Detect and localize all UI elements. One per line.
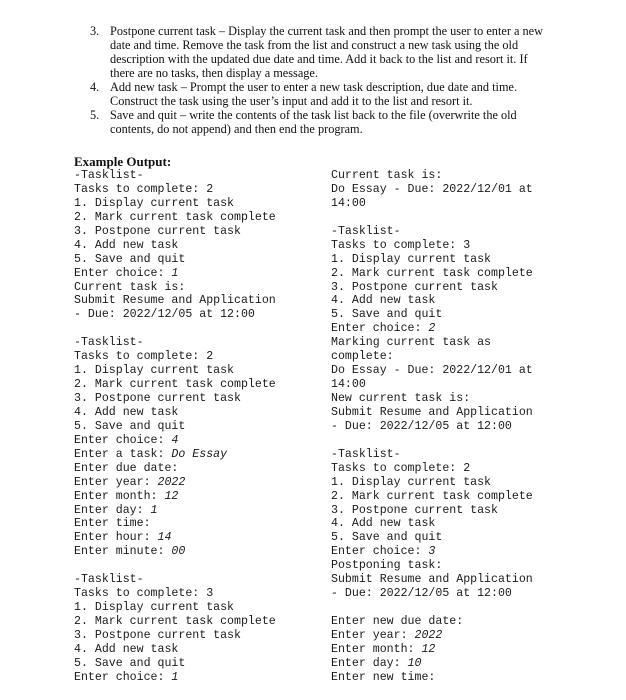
console-line-text: 3. Postpone current task <box>74 224 241 238</box>
console-line <box>74 225 276 239</box>
console-line <box>74 364 276 378</box>
console-line <box>331 183 533 197</box>
instruction-number: 4. <box>90 80 100 94</box>
console-line <box>74 378 276 392</box>
console-user-input: 00 <box>171 545 186 559</box>
console-line-text: 3. Postpone current task <box>74 392 241 405</box>
console-line <box>331 267 533 281</box>
console-line <box>74 462 276 476</box>
console-line-text: 4. Add new task <box>331 517 436 531</box>
console-user-input: Do Essay <box>171 447 228 461</box>
console-line-text: Enter choice: <box>331 322 429 336</box>
console-line <box>74 392 276 406</box>
console-line <box>331 253 533 267</box>
console-line <box>74 448 276 462</box>
console-line <box>74 643 276 657</box>
console-line <box>331 308 533 322</box>
console-line-text: Enter month: <box>331 642 422 656</box>
console-line-text: Enter due date: <box>74 461 179 475</box>
console-line <box>331 225 533 239</box>
console-line-text: -Tasklist- <box>74 169 144 182</box>
console-line <box>331 281 533 295</box>
console-output-right-column <box>331 169 533 685</box>
console-line-text: 1. Display current task <box>331 475 492 489</box>
console-line <box>331 378 533 392</box>
instruction-text-line: contents, do not append) and then end the program. <box>110 122 363 136</box>
console-line-text: 3. Postpone current task <box>74 628 241 642</box>
console-line <box>74 517 276 531</box>
console-line <box>74 476 276 490</box>
console-line-text: 1. Display current task <box>331 252 492 266</box>
console-line-text: Do Essay - Due: 2022/12/01 at <box>331 364 533 378</box>
console-line-text: - Due: 2022/12/05 at 12:00 <box>74 308 255 322</box>
console-line-text: 4. Add new task <box>74 238 179 252</box>
instruction-text-line: description with the updated due date and time. Add it back to the list and resort it. If <box>110 52 528 66</box>
console-line <box>74 322 276 336</box>
console-line <box>331 239 533 253</box>
console-line <box>74 504 276 518</box>
console-line-text: Current task is: <box>74 280 186 294</box>
console-line <box>331 336 533 350</box>
console-user-input: 4 <box>171 433 179 447</box>
console-line <box>331 420 533 434</box>
console-line <box>331 657 533 671</box>
console-line-text: 2. Mark current task complete <box>74 210 276 224</box>
console-line <box>331 517 533 531</box>
console-line-text: Enter minute: <box>74 545 172 559</box>
console-line-text: Submit Resume and Application <box>331 573 533 587</box>
console-line-text: 4. Add new task <box>74 642 179 656</box>
console-line <box>331 601 533 615</box>
console-line-text: Current task is: <box>331 169 443 182</box>
instruction-list <box>88 24 558 136</box>
console-user-input: 14 <box>157 531 172 545</box>
console-line <box>74 294 276 308</box>
console-line <box>74 239 276 253</box>
instruction-item <box>88 80 558 108</box>
console-line <box>331 504 533 518</box>
console-line <box>74 197 276 211</box>
console-line <box>74 671 276 685</box>
console-line-text: complete: <box>331 350 394 364</box>
console-line <box>74 350 276 364</box>
console-user-input: 2022 <box>157 475 186 489</box>
console-line-text: -Tasklist- <box>331 447 401 461</box>
console-line-text: 5. Save and quit <box>331 531 443 545</box>
console-user-input: 2 <box>428 322 436 336</box>
console-line-text: Enter day: <box>331 656 408 670</box>
console-line-text: 14:00 <box>331 196 366 210</box>
console-line-text: -Tasklist- <box>74 336 144 350</box>
console-user-input: 12 <box>421 642 436 656</box>
console-line <box>331 364 533 378</box>
console-line <box>331 629 533 643</box>
instruction-number: 3. <box>90 24 100 38</box>
console-line <box>74 308 276 322</box>
console-line <box>331 448 533 462</box>
console-line-text: 1. Display current task <box>74 601 235 615</box>
console-line <box>331 615 533 629</box>
console-line-text: 2. Mark current task complete <box>74 615 276 628</box>
console-line <box>74 169 276 183</box>
console-line-text: 4. Add new task <box>74 405 179 419</box>
console-line <box>331 392 533 406</box>
console-line-text: 2. Mark current task complete <box>331 489 533 503</box>
console-line-text: 2. Mark current task complete <box>331 266 533 280</box>
instruction-text-line: Save and quit – write the contents of the task list back to the file (overwrite the old <box>110 108 517 122</box>
console-line-text: -Tasklist- <box>331 224 401 238</box>
console-line-text: Tasks to complete: 2 <box>74 182 214 196</box>
console-line-text: 5. Save and quit <box>74 419 186 433</box>
console-line <box>331 587 533 601</box>
console-line <box>331 406 533 420</box>
console-line <box>74 545 276 559</box>
console-line-text: Enter choice: <box>74 266 172 280</box>
console-user-input: 12 <box>164 489 179 503</box>
console-line <box>331 671 533 685</box>
console-line <box>331 531 533 545</box>
console-line <box>331 643 533 657</box>
console-line <box>74 601 276 615</box>
console-line-text: 1. Display current task <box>74 196 235 210</box>
console-line <box>74 183 276 197</box>
console-line <box>74 420 276 434</box>
console-line-text: 5. Save and quit <box>74 656 186 670</box>
console-line-text: Enter day: <box>74 503 151 517</box>
console-output-left-column <box>74 169 276 685</box>
console-user-input: 1 <box>171 670 179 684</box>
console-line-text: Enter year: <box>331 628 415 642</box>
instruction-number: 5. <box>90 108 100 122</box>
instruction-text-line: Postpone current task – Display the current task and then prompt the user to enter a new <box>110 24 544 38</box>
console-line-text: Enter new time: <box>331 670 436 684</box>
console-line <box>74 267 276 281</box>
console-line <box>331 294 533 308</box>
console-line <box>74 211 276 225</box>
console-line-text: Enter a task: <box>74 447 172 461</box>
console-line-text: 2. Mark current task complete <box>74 378 276 392</box>
console-line-text: Do Essay - Due: 2022/12/01 at <box>331 182 533 196</box>
console-line <box>331 434 533 448</box>
console-line-text: Enter year: <box>74 475 158 489</box>
example-output-heading: Example Output: <box>74 154 172 169</box>
console-line <box>74 629 276 643</box>
console-line <box>331 545 533 559</box>
console-line-text: Tasks to complete: 2 <box>331 461 471 475</box>
console-line <box>74 587 276 601</box>
console-line-text: 4. Add new task <box>331 294 436 308</box>
console-line <box>331 169 533 183</box>
console-line-text: New current task is: <box>331 392 471 405</box>
instruction-text-line: Construct the task using the user’s input and add it to the list and resort it. <box>110 94 473 108</box>
console-line-text: 5. Save and quit <box>74 252 186 266</box>
instruction-item <box>88 24 558 80</box>
console-line-text: Enter choice: <box>74 433 172 447</box>
console-line-text: - Due: 2022/12/05 at 12:00 <box>331 419 512 433</box>
console-line <box>331 322 533 336</box>
console-line-text: Enter time: <box>74 517 151 531</box>
console-user-input: 10 <box>407 656 422 670</box>
console-line-text: Enter month: <box>74 489 165 503</box>
console-line-text: -Tasklist- <box>74 573 144 587</box>
console-line <box>74 490 276 504</box>
instruction-text-line: date and time. Remove the task from the list and construct a new task using the old <box>110 38 519 52</box>
console-line <box>74 531 276 545</box>
console-line-text: Tasks to complete: 3 <box>74 587 214 601</box>
console-line <box>331 211 533 225</box>
console-line-text: Submit Resume and Application <box>331 405 533 419</box>
console-line-text: 14:00 <box>331 378 366 392</box>
console-line-text: Enter new due date: <box>331 615 464 628</box>
console-line-text: Enter choice: <box>74 670 172 684</box>
console-line <box>331 350 533 364</box>
console-line-text: - Due: 2022/12/05 at 12:00 <box>331 587 512 601</box>
console-line-text: Submit Resume and Application <box>74 294 276 308</box>
console-line <box>74 615 276 629</box>
console-line <box>74 253 276 267</box>
console-line <box>74 406 276 420</box>
console-line <box>74 573 276 587</box>
console-line-text: 5. Save and quit <box>331 308 443 322</box>
console-line-text: Tasks to complete: 2 <box>74 350 214 364</box>
console-line <box>331 573 533 587</box>
console-line-text: Postponing task: <box>331 559 443 573</box>
console-user-input: 1 <box>150 503 158 517</box>
console-line <box>74 434 276 448</box>
console-line-text: Enter choice: <box>331 545 429 559</box>
console-line-text: Tasks to complete: 3 <box>331 238 471 252</box>
console-line <box>331 559 533 573</box>
instruction-item <box>88 108 558 136</box>
console-line <box>74 559 276 573</box>
console-user-input: 1 <box>171 266 179 280</box>
console-line-text: 3. Postpone current task <box>331 280 498 294</box>
console-line <box>331 462 533 476</box>
instruction-text-line: there are no tasks, then display a message. <box>110 66 318 80</box>
console-line <box>331 197 533 211</box>
console-line-text: 3. Postpone current task <box>331 503 498 517</box>
console-user-input: 3 <box>428 545 436 559</box>
console-line-text: Marking current task as <box>331 336 492 350</box>
console-line <box>74 336 276 350</box>
console-line <box>331 476 533 490</box>
console-line-text: Enter hour: <box>74 531 158 545</box>
console-user-input: 2022 <box>414 628 443 642</box>
console-line <box>74 281 276 295</box>
console-line <box>331 490 533 504</box>
console-line-text: 1. Display current task <box>74 364 235 378</box>
console-line <box>74 657 276 671</box>
instruction-text-line: Add new task – Prompt the user to enter a new task description, due date and time. <box>110 80 518 94</box>
